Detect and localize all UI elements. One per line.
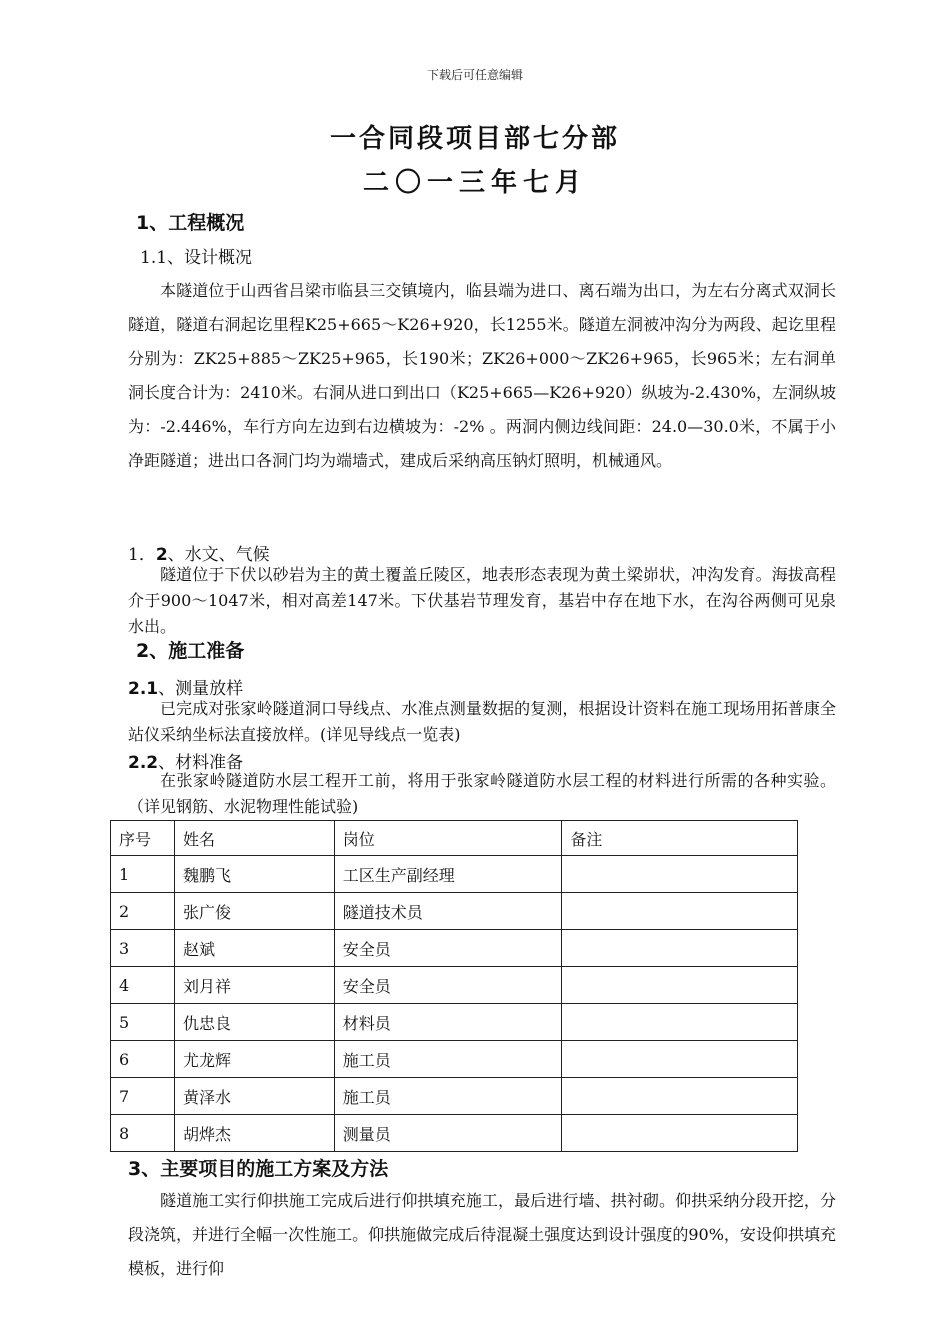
section-1-1-text: 本隧道位于山西省吕梁市临县三交镇境内，临县端为进口、离石端为出口，为左右分离式双洞长隧道，隧道右洞起讫里程K25+665～K26+920，长1255米。隧道左洞被冲沟分为两段、起讫里程分别为：ZK25+885～ZK25+965，长190米；ZK26+000～ZK26+965，长965米；左右洞单洞长度合计为：2410米。右洞从进口到出口（K25+665—K26+920）纵坡为-2.430%，左洞纵坡为：-2.446%，车行方向左边到右边横坡为：-2% 。两洞内侧边线间距：24.0—30.0米，不属于小净距隧道；进出口各洞门均为端墙式，建成后采纳高压钠灯照明，机械通风。 (128, 281, 836, 470)
section-1-2-text: 隧道位于下伏以砂岩为主的黄土覆盖丘陵区，地表形态表现为黄土梁峁状，冲沟发育。海拔高程介于900～1047米，相对高差147米。下伏基岩节理发育，基岩中存在地下水，在沟谷两侧可见泉水出。 (128, 565, 836, 636)
cell-remarks (562, 967, 798, 1004)
cell-position: 材料员 (334, 1004, 562, 1041)
section-2-heading: 2、施工准备 (136, 640, 245, 662)
section-2-2-label: 、材料准备 (158, 753, 244, 773)
header-index: 序号 (111, 821, 175, 856)
cell-index: 4 (111, 967, 175, 1004)
table-header-row (111, 821, 798, 856)
cell-remarks (562, 1041, 798, 1078)
cell-remarks (562, 856, 798, 893)
cell-remarks (562, 1078, 798, 1115)
table-row (111, 1078, 798, 1115)
cell-index: 6 (111, 1041, 175, 1078)
section-2-2-number: 2.2 (128, 753, 159, 773)
cell-index: 8 (111, 1115, 175, 1152)
cell-name: 赵斌 (174, 930, 334, 967)
cell-position: 安全员 (334, 930, 562, 967)
cell-remarks (562, 930, 798, 967)
cell-index: 1 (111, 856, 175, 893)
header-remarks: 备注 (562, 821, 798, 856)
cell-name: 魏鹏飞 (174, 856, 334, 893)
section-2-2-text: 在张家岭隧道防水层工程开工前，将用于张家岭隧道防水层工程的材料进行所需的各种实验。（详见钢筋、水泥物理性能试验) (128, 771, 836, 816)
cell-index: 2 (111, 893, 175, 930)
section-1-2-number: 2 (155, 545, 168, 565)
cell-position: 安全员 (334, 967, 562, 1004)
header-name: 姓名 (174, 821, 334, 856)
section-1-1-heading: 1.1、设计概况 (140, 248, 253, 268)
cell-index: 5 (111, 1004, 175, 1041)
section-2-1-text: 已完成对张家岭隧道洞口导线点、水准点测量数据的复测，根据设计资料在施工现场用拓普康全站仪采纳坐标法直接放样。(详见导线点一览表) (128, 699, 836, 744)
cell-remarks (562, 1115, 798, 1152)
cell-name: 胡烨杰 (174, 1115, 334, 1152)
cell-position: 测量员 (334, 1115, 562, 1152)
table-row (111, 930, 798, 967)
cell-name: 仇忠良 (174, 1004, 334, 1041)
section-1-2-prefix: 1． (128, 545, 156, 565)
table-row (111, 967, 798, 1004)
section-2-1-number: 2.1 (128, 679, 159, 699)
section-1-2-label: 、水文、气候 (167, 545, 270, 565)
table-row (111, 1041, 798, 1078)
table-row (111, 1115, 798, 1152)
table-row (111, 1004, 798, 1041)
cell-index: 7 (111, 1078, 175, 1115)
section-1-heading: 1、工程概况 (136, 212, 245, 234)
cell-position: 施工员 (334, 1041, 562, 1078)
cell-name: 黄泽水 (174, 1078, 334, 1115)
cell-remarks (562, 893, 798, 930)
cell-position: 工区生产副经理 (334, 856, 562, 893)
document-date: 二〇一三年七月 (362, 168, 587, 198)
section-3-heading: 3、主要项目的施工方案及方法 (128, 1158, 389, 1180)
cell-position: 施工员 (334, 1078, 562, 1115)
table-row (111, 856, 798, 893)
document-title: 一合同段项目部七分部 (329, 124, 620, 154)
section-3-text: 隧道施工实行仰拱施工完成后进行仰拱填充施工，最后进行墙、拱衬砌。仰拱采纳分段开挖，分段浇筑，并进行全幅一次性施工。仰拱施做完成后待混凝土强度达到设计强度的90%，安设仰拱填充模板，进行仰 (128, 1191, 836, 1278)
cell-position: 隧道技术员 (334, 893, 562, 930)
header-position: 岗位 (334, 821, 562, 856)
cell-remarks (562, 1004, 798, 1041)
table-row (111, 893, 798, 930)
cell-name: 刘月祥 (174, 967, 334, 1004)
header-note: 下载后可任意编辑 (426, 68, 523, 82)
cell-index: 3 (111, 930, 175, 967)
cell-name: 张广俊 (174, 893, 334, 930)
cell-name: 尤龙辉 (174, 1041, 334, 1078)
section-2-1-label: 、测量放样 (158, 679, 244, 699)
staff-table (110, 820, 798, 1152)
